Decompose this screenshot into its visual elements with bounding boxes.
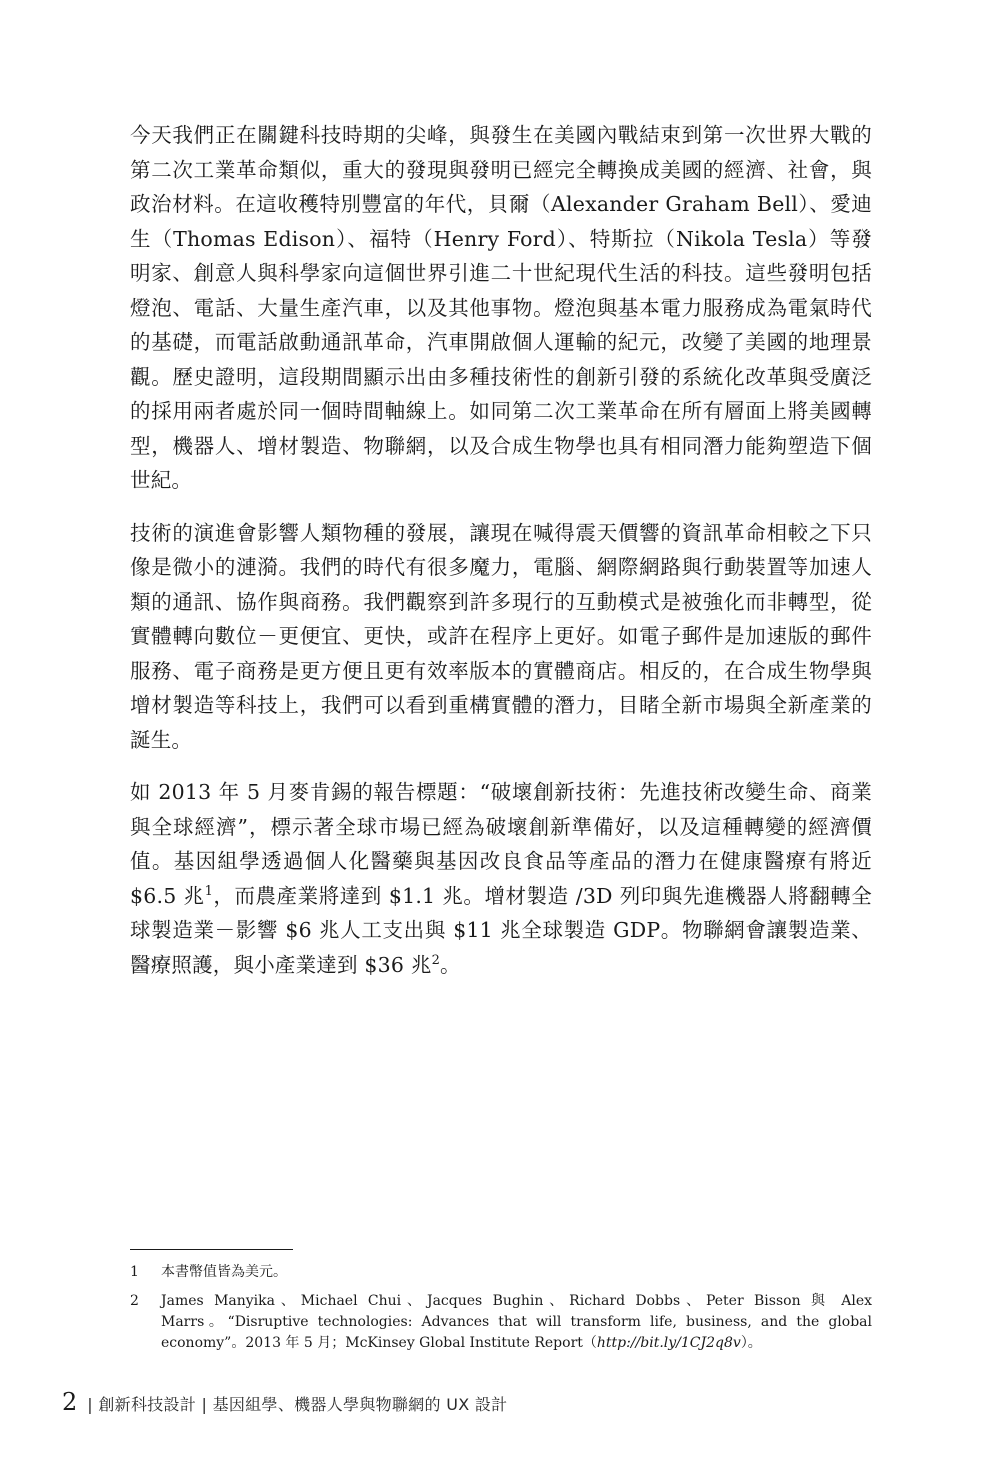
paragraph-3-part-3: 。 [440,952,461,977]
footnote-divider [130,1249,293,1250]
running-title: | 創新科技設計 | 基因組學、機器人學與物聯網的 UX 設計 [87,1395,508,1414]
footnote-text: 本書幣值皆為美元。 [161,1264,287,1280]
page-footer [62,1388,507,1416]
paragraph-3 [130,775,872,982]
footnote-number: 1 [130,1264,139,1280]
paragraph-1: 今天我們正在關鍵科技時期的尖峰，與發生在美國內戰結束到第一次世界大戰的第二次工業革命類似，重大的發現與發明已經完全轉換成美國的經濟、社會，與政治材料。在這收穫特別豐富的年代，貝爾（Alexander Graham Bell）、愛迪生（Thomas Edison）、福特（Henry Ford）、特斯拉（Nikola Tesla）等發明家、創意人與科學家向這個世界引進二十世紀現代生活的科技。這些發明包括燈泡、電話、大量生產汽車，以及其他事物。燈泡與基本電力服務成為電氣時代的基礎，而電話啟動通訊革命，汽車開啟個人運輸的紀元，改變了美國的地理景觀。歷史證明，這段期間顯示出由多種技術性的創新引發的系統化改革與受廣泛的採用兩者處於同一個時間軸線上。如同第二次工業革命在所有層面上將美國轉型，機器人、增材製造、物聯網，以及合成生物學也具有相同潛力能夠塑造下個世紀。 [130,123,872,492]
footnote-number: 2 [130,1293,139,1309]
footnote-text [161,1291,872,1354]
body-text [130,118,872,1000]
footnote-2 [130,1291,872,1354]
footnote-ref-2[interactable]: 2 [431,952,441,968]
paragraph-3-part-1: 如 2013 年 5 月麥肯錫的報告標題：“破壞創新技術：先進技術改變生命、商業與全球經濟”，標示著全球市場已經為破壞創新準備好，以及這種轉變的經濟價值。基因組學透過個人化醫藥與基因改良食品等產品的潛力在健康醫療有將近 $6.5 兆 [130,780,872,908]
page-number: 2 [62,1388,78,1416]
footnote-citation-end: ）。 [740,1335,762,1351]
paragraph-2: 技術的演進會影響人類物種的發展，讓現在喊得震天價響的資訊革命相較之下只像是微小的漣漪。我們的時代有很多魔力，電腦、網際網路與行動裝置等加速人類的通訊、協作與商務。我們觀察到許多現行的互動模式是被強化而非轉型，從實體轉向數位－更便宜、更快，或許在程序上更好。如電子郵件是加速版的郵件服務、電子商務是更方便且更有效率版本的實體商店。相反的，在合成生物學與增材製造等科技上，我們可以看到重構實體的潛力，目睹全新市場與全新產業的誕生。 [130,520,872,752]
footnotes [130,1262,872,1362]
footnote-1 [130,1262,872,1283]
paragraph-3-part-2: ，而農產業將達到 $1.1 兆。增材製造 /3D 列印與先進機器人將翻轉全球製造業－影響 $6 兆人工支出與 $11 兆全球製造 GDP。物聯網會讓製造業、醫療照護，與小產業達到 $36 兆 [130,883,872,977]
footnote-citation: James Manyika、Michael Chui、Jacques Bughin、Richard Dobbs、Peter Bisson 與 Alex Marrs。“Disruptive technologies: Advances that will transform life, business, and the global economy”。2013 年 5 月；McKinsey Global Institute Report（ [161,1293,872,1351]
footnote-url-link[interactable]: http://bit.ly/1CJ2q8v [596,1335,741,1351]
footnote-ref-1[interactable]: 1 [204,883,214,899]
